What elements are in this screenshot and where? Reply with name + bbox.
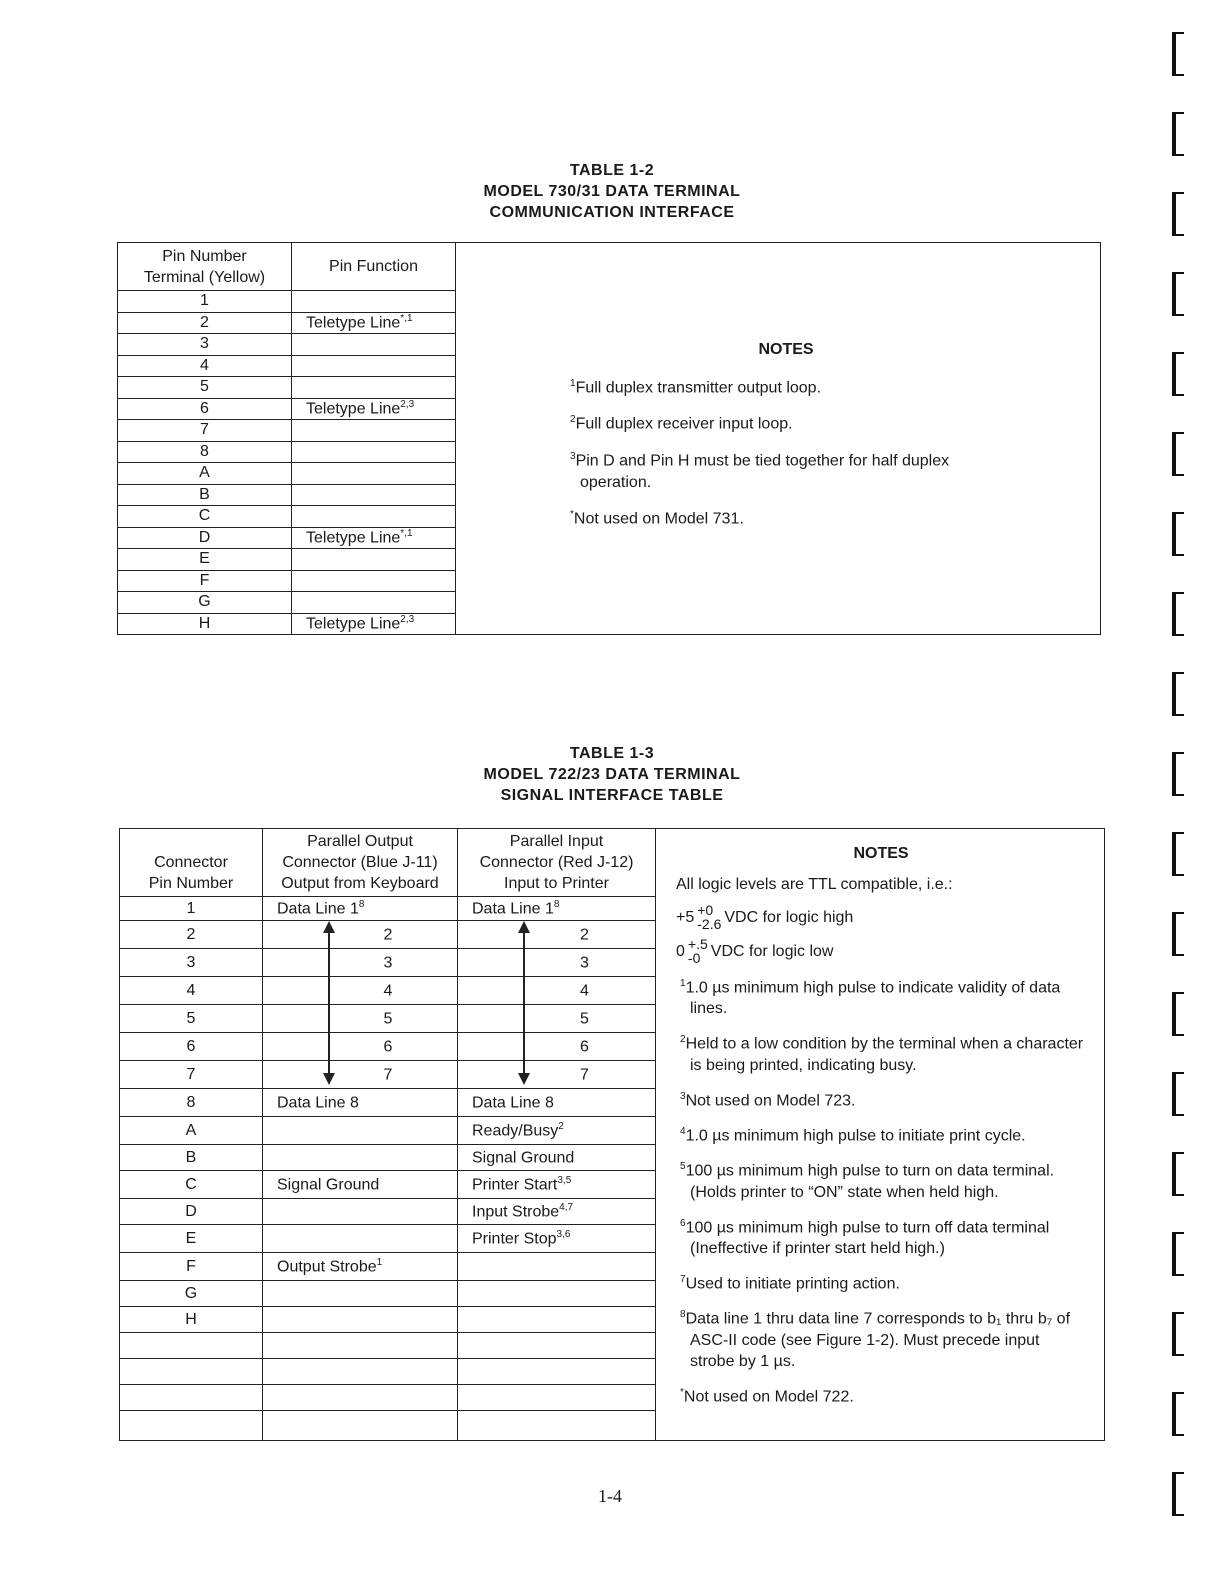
- table1-pin-cell: F: [118, 570, 292, 592]
- logic-low-text: VDC for logic low: [710, 942, 834, 960]
- table2-input-cell: [458, 977, 656, 1005]
- table2-input-cell: [458, 1199, 656, 1225]
- signal-text: 6: [580, 1038, 589, 1056]
- table1-pin-cell: 4: [118, 355, 292, 377]
- table1-note: [566, 446, 1006, 494]
- table2-input-cell: [458, 1061, 656, 1089]
- table2-note: [676, 1269, 1086, 1294]
- logic-high-tol-plus: +0: [697, 902, 714, 918]
- binder-bracket-icon: [1172, 1392, 1184, 1436]
- table2-output-cell: [263, 1117, 458, 1145]
- table2-header-output: [263, 829, 458, 897]
- table2-input-cell: [458, 1281, 656, 1307]
- table1-pin-cell: A: [118, 463, 292, 485]
- signal-text: 3: [383, 954, 393, 972]
- header-line: Pin Number: [148, 875, 234, 892]
- table1-pin-cell: H: [118, 613, 292, 635]
- table2-notes-title: NOTES: [853, 845, 909, 862]
- table2-pin-cell: 3: [120, 949, 263, 977]
- signal-text: Ready/Busy: [472, 1122, 559, 1140]
- table1-function-cell: [292, 312, 456, 334]
- table2-pin-cell: [120, 1411, 263, 1441]
- table1-function-cell: [292, 506, 456, 528]
- table2-output-cell: [263, 1061, 458, 1089]
- table2-note: [676, 1304, 1086, 1371]
- binder-bracket-icon: [1172, 352, 1184, 396]
- binder-bracket-icon: [1172, 112, 1184, 156]
- header-line: Terminal (Yellow): [143, 268, 266, 286]
- table1-caption: [412, 160, 812, 223]
- logic-high-tol-minus: -2.6: [697, 916, 722, 932]
- header-line: Connector (Red J-12): [479, 854, 634, 871]
- table1-function-cell: [292, 592, 456, 614]
- table1-note: [566, 373, 1006, 399]
- table2-output-cell: [263, 1005, 458, 1033]
- logic-high-spec: [676, 903, 1086, 931]
- table2-header-pin: [120, 829, 263, 897]
- binder-bracket-icon: [1172, 672, 1184, 716]
- table2-notes: [676, 843, 1086, 1407]
- logic-low-spec: [676, 937, 1086, 965]
- table1-notes: [566, 339, 1006, 530]
- table2-pin-cell: G: [120, 1281, 263, 1307]
- table2-input-cell: [458, 1307, 656, 1333]
- signal-text: Output Strobe: [277, 1258, 377, 1276]
- table2: [119, 828, 1105, 1441]
- binder-bracket-icon: [1172, 592, 1184, 636]
- header-line: Output from Keyboard: [281, 875, 439, 892]
- function-text: Teletype Line: [306, 529, 401, 547]
- table2-pin-cell: D: [120, 1199, 263, 1225]
- signal-footnote-marker: 3,5: [557, 1174, 572, 1186]
- table2-output-cell: [263, 1171, 458, 1199]
- table2-pin-cell: E: [120, 1225, 263, 1253]
- table2-caption: [412, 743, 812, 806]
- note-marker: 3: [570, 450, 576, 462]
- table1-function-cell: [292, 377, 456, 399]
- logic-high-tolerance: [697, 903, 721, 931]
- table1-pin-cell: 8: [118, 441, 292, 463]
- note-text: Not used on Model 723.: [685, 1091, 856, 1109]
- table2-input-cell: [458, 897, 656, 921]
- table2-note: [676, 1382, 1086, 1407]
- signal-text: 6: [383, 1038, 393, 1056]
- note-marker: 6: [680, 1217, 686, 1229]
- table2-header-input: [458, 829, 656, 897]
- table1-header-row: [118, 243, 1101, 291]
- function-footnote-marker: *,1: [400, 313, 413, 325]
- note-marker: 5: [680, 1161, 686, 1173]
- binder-bracket-icon: [1172, 272, 1184, 316]
- data-lines-range-arrow: [523, 929, 525, 1077]
- table1-function-cell: [292, 570, 456, 592]
- logic-low-base: 0: [676, 942, 685, 960]
- note-marker: 1: [570, 378, 576, 389]
- signal-text: 5: [383, 1010, 393, 1028]
- arrow-up-icon: [518, 921, 530, 933]
- table2-pin-cell: [120, 1359, 263, 1385]
- table1-function-cell: [292, 398, 456, 420]
- header-line: Parallel Output: [307, 833, 413, 850]
- binder-bracket-icon: [1172, 1312, 1184, 1356]
- table2-pin-cell: H: [120, 1307, 263, 1333]
- signal-text: Data Line 8: [472, 1094, 554, 1112]
- table2-input-cell: [458, 1225, 656, 1253]
- binder-bracket-icon: [1172, 912, 1184, 956]
- binder-bracket-icon: [1172, 1072, 1184, 1116]
- table1-header-pin: [118, 243, 292, 291]
- note-marker: 2: [680, 1034, 686, 1046]
- table1-note: [566, 504, 1006, 530]
- signal-footnote-marker: 1: [376, 1256, 383, 1268]
- table2-input-cell: [458, 949, 656, 977]
- note-marker: 1: [680, 978, 686, 989]
- table2-input-cell: [458, 1359, 656, 1385]
- signal-text: 4: [580, 982, 589, 1000]
- table1-header-function: Pin Function: [292, 243, 456, 291]
- table2-output-cell: [263, 1359, 458, 1385]
- signal-text: 3: [580, 954, 589, 972]
- table1-caption-line: TABLE 1-2: [569, 162, 655, 179]
- note-marker: 8: [680, 1309, 686, 1321]
- table2-output-cell: [263, 1333, 458, 1359]
- note-marker: 3: [680, 1090, 686, 1102]
- table2-input-cell: [458, 1033, 656, 1061]
- arrow-down-icon: [323, 1073, 335, 1085]
- table1-function-cell: [292, 613, 456, 635]
- note-text: 1.0 µs minimum high pulse to initiate print cycle.: [685, 1127, 1026, 1145]
- table2-output-cell: [263, 1089, 458, 1117]
- arrow-down-icon: [518, 1073, 530, 1085]
- note-text: 100 µs minimum high pulse to turn on data terminal. (Holds printer to “ON” state when held high.: [685, 1162, 1055, 1201]
- table2-note: [676, 1156, 1086, 1202]
- binder-bracket-icon: [1172, 752, 1184, 796]
- table1-pin-cell: D: [118, 527, 292, 549]
- table2-note: [676, 1029, 1086, 1075]
- signal-text: 7: [580, 1066, 589, 1084]
- table1-caption-line: MODEL 730/31 DATA TERMINAL: [483, 183, 741, 200]
- table2-input-cell: [458, 1333, 656, 1359]
- signal-text: Signal Ground: [277, 1176, 380, 1194]
- signal-text: Data Line 1: [277, 900, 359, 918]
- table1-pin-cell: 3: [118, 334, 292, 356]
- table1-function-cell: [292, 291, 456, 313]
- table1-pin-cell: C: [118, 506, 292, 528]
- table2-notes-cell: [656, 829, 1105, 1441]
- table2-input-cell: [458, 1005, 656, 1033]
- table1-pin-cell: B: [118, 484, 292, 506]
- table2-note: [676, 1213, 1086, 1259]
- signal-text: 2: [383, 926, 393, 944]
- function-text: Teletype Line: [306, 615, 401, 633]
- signal-text: Input Strobe: [472, 1203, 560, 1221]
- note-marker: *: [680, 1386, 684, 1398]
- logic-high-text: VDC for logic high: [724, 908, 854, 926]
- table2-note: [676, 973, 1086, 1019]
- table2-output-cell: [263, 949, 458, 977]
- signal-text: 7: [383, 1066, 393, 1084]
- binder-bracket-icon: [1172, 512, 1184, 556]
- table1-notes-title: NOTES: [758, 341, 814, 358]
- table1-notes-cell: [456, 243, 1101, 635]
- table2-input-cell: [458, 921, 656, 949]
- signal-footnote-marker: 2: [558, 1120, 564, 1132]
- data-lines-range-arrow: [328, 929, 330, 1077]
- signal-text: Data Line 8: [277, 1094, 359, 1112]
- table1-function-cell: [292, 441, 456, 463]
- table2-output-cell: [263, 1253, 458, 1281]
- note-marker: 7: [680, 1273, 686, 1285]
- signal-text: 4: [383, 982, 393, 1000]
- note-text: Not used on Model 731.: [573, 510, 744, 528]
- table2-input-cell: [458, 1089, 656, 1117]
- page-number: 1-4: [598, 1486, 622, 1506]
- binder-bracket-icon: [1172, 992, 1184, 1036]
- table2-output-cell: [263, 1307, 458, 1333]
- table1-function-cell: [292, 334, 456, 356]
- signal-text: Printer Start: [472, 1176, 558, 1194]
- table2-pin-cell: [120, 1333, 263, 1359]
- note-text: Used to initiate printing action.: [685, 1275, 900, 1293]
- table1-note: [566, 409, 1006, 435]
- function-text: Teletype Line: [306, 400, 401, 418]
- table2-output-cell: [263, 897, 458, 921]
- table2-pin-cell: 7: [120, 1061, 263, 1089]
- table1-function-cell: [292, 463, 456, 485]
- signal-text: 5: [580, 1010, 589, 1028]
- table2-output-cell: [263, 921, 458, 949]
- table2-caption-line: MODEL 722/23 DATA TERMINAL: [483, 766, 741, 783]
- signal-text: 2: [580, 926, 589, 944]
- signal-footnote-marker: 4,7: [559, 1201, 574, 1213]
- header-line: Connector (Blue J-11): [282, 854, 438, 871]
- signal-text: Signal Ground: [472, 1149, 575, 1167]
- table2-pin-cell: 1: [120, 897, 263, 921]
- note-text: 1.0 µs minimum high pulse to indicate validity of data lines.: [685, 979, 1061, 1018]
- table1-function-cell: [292, 484, 456, 506]
- table2-pin-cell: 4: [120, 977, 263, 1005]
- table1-function-cell: [292, 527, 456, 549]
- logic-low-tol-minus: -0: [687, 950, 701, 966]
- table2-output-cell: [263, 1033, 458, 1061]
- signal-footnote-marker: 8: [358, 898, 365, 910]
- table1-pin-cell: 2: [118, 312, 292, 334]
- table1-pin-cell: 7: [118, 420, 292, 442]
- table1-pin-cell: 6: [118, 398, 292, 420]
- note-text: Data line 1 thru data line 7 corresponds to b₁ thru b₇ of ASC-II code (see Figure 1-2). Must precede input strobe by 1 µs.: [685, 1310, 1071, 1370]
- note-marker: 2: [570, 414, 576, 426]
- table1-function-cell: [292, 549, 456, 571]
- binder-bracket-icon: [1172, 32, 1184, 76]
- note-text: 100 µs minimum high pulse to turn off data terminal (Ineffective if printer start held high.): [685, 1218, 1050, 1257]
- signal-footnote-marker: 8: [553, 898, 560, 910]
- arrow-up-icon: [323, 921, 335, 933]
- table2-output-cell: [263, 1199, 458, 1225]
- note-text: Held to a low condition by the terminal when a character is being printed, indicating busy.: [685, 1035, 1084, 1074]
- table2-output-cell: [263, 1411, 458, 1441]
- binder-bracket-icon: [1172, 432, 1184, 476]
- note-text: Pin D and Pin H must be tied together for half duplex operation.: [575, 451, 950, 491]
- binder-bracket-icon: [1172, 832, 1184, 876]
- table1-pin-cell: 5: [118, 377, 292, 399]
- note-marker: *: [570, 508, 574, 520]
- table1-function-cell: [292, 420, 456, 442]
- table2-output-cell: [263, 1145, 458, 1171]
- header-line: Input to Printer: [504, 875, 609, 892]
- logic-low-tolerance: [688, 937, 708, 965]
- table2-pin-cell: 8: [120, 1089, 263, 1117]
- table1-pin-cell: E: [118, 549, 292, 571]
- header-line: Parallel Input: [509, 833, 604, 850]
- function-footnote-marker: *,1: [400, 528, 413, 540]
- table2-pin-cell: 6: [120, 1033, 263, 1061]
- table2-output-cell: [263, 977, 458, 1005]
- signal-footnote-marker: 3,6: [556, 1228, 571, 1240]
- function-footnote-marker: 2,3: [400, 614, 415, 626]
- table2-input-cell: [458, 1411, 656, 1441]
- table2-pin-cell: A: [120, 1117, 263, 1145]
- table2-pin-cell: C: [120, 1171, 263, 1199]
- logic-low-tol-plus: +.5: [687, 936, 708, 952]
- binder-bracket-icon: [1172, 192, 1184, 236]
- table2-pin-cell: 5: [120, 1005, 263, 1033]
- binder-bracket-icon: [1172, 1152, 1184, 1196]
- table2-pin-cell: [120, 1385, 263, 1411]
- note-text: Full duplex transmitter output loop.: [575, 379, 822, 397]
- table2-output-cell: [263, 1281, 458, 1307]
- note-text: Not used on Model 722.: [683, 1387, 854, 1405]
- table2-pin-cell: B: [120, 1145, 263, 1171]
- table2-input-cell: [458, 1385, 656, 1411]
- note-marker: 4: [680, 1125, 686, 1137]
- signal-text: Printer Stop: [472, 1230, 557, 1248]
- table2-input-cell: [458, 1171, 656, 1199]
- function-text: Teletype Line: [306, 314, 401, 332]
- table2-output-cell: [263, 1385, 458, 1411]
- table1-pin-cell: G: [118, 592, 292, 614]
- table1-function-cell: [292, 355, 456, 377]
- table1: [117, 242, 1101, 635]
- function-footnote-marker: 2,3: [400, 399, 415, 411]
- table2-caption-line: SIGNAL INTERFACE TABLE: [500, 787, 724, 804]
- header-line: Pin Number: [162, 247, 247, 265]
- table2-pin-cell: 2: [120, 921, 263, 949]
- table2-notes-intro: All logic levels are TTL compatible, i.e.:: [676, 876, 953, 893]
- table1-pin-cell: 1: [118, 291, 292, 313]
- note-text: Full duplex receiver input loop.: [575, 415, 793, 433]
- table2-output-cell: [263, 1225, 458, 1253]
- header-line: Connector: [154, 854, 228, 871]
- table1-caption-line: COMMUNICATION INTERFACE: [489, 204, 735, 221]
- logic-high-base: +5: [676, 908, 695, 926]
- binder-bracket-icon: [1172, 1472, 1184, 1516]
- table2-pin-cell: F: [120, 1253, 263, 1281]
- table2-input-cell: [458, 1253, 656, 1281]
- signal-text: Data Line 1: [472, 900, 554, 918]
- table2-note: [676, 1121, 1086, 1146]
- table2-caption-line: TABLE 1-3: [569, 745, 655, 762]
- table2-input-cell: [458, 1117, 656, 1145]
- table2-note: [676, 1086, 1086, 1111]
- table2-header-row: [120, 829, 1105, 897]
- table2-input-cell: [458, 1145, 656, 1171]
- binder-bracket-icon: [1172, 1232, 1184, 1276]
